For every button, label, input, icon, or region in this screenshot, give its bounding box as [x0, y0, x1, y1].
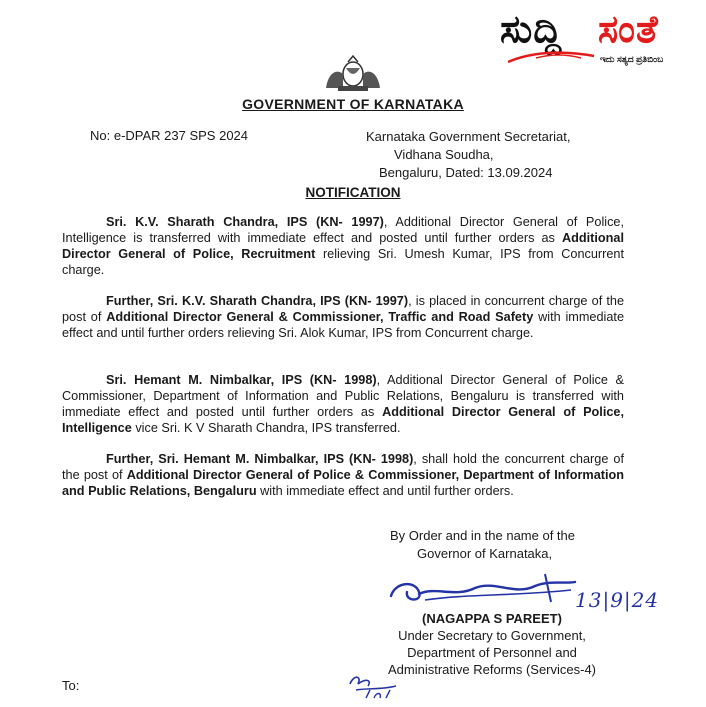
signer-line: Under Secretary to Government,	[398, 628, 586, 643]
to-label: To:	[62, 678, 80, 693]
paragraph-bold-lead: Further, Sri. Hemant M. Nimbalkar, IPS (KN- 1998)	[106, 452, 414, 466]
brand-tagline: ಇದು ಸತ್ಯದ ಪ್ರತಿಬಿಂಬ	[600, 54, 664, 64]
notification-paragraph	[62, 451, 624, 499]
state-emblem-icon	[318, 54, 388, 99]
paragraph-text: , Additional Director General of Police & Commissioner, Department of Information and Public Relations, Bengaluru is transferred with immediate effect and posted until further orders as	[62, 373, 624, 419]
paragraph-bold-lead: Sri. Hemant M. Nimbalkar, IPS (KN- 1998)	[106, 373, 377, 387]
government-title: GOVERNMENT OF KARNATAKA	[242, 96, 464, 112]
signer-block	[367, 610, 617, 678]
paragraph-text: , is placed in concurrent charge of the post of	[62, 294, 624, 324]
signer-line: Department of Personnel and	[407, 645, 577, 660]
paragraph-text: vice Sri. K V Sharath Chandra, IPS transferred.	[131, 421, 401, 435]
address-line: Bengaluru, Dated: 13.09.2024	[379, 165, 553, 180]
paragraph-bold-lead: Further, Sri. K.V. Sharath Chandra, IPS (KN- 1997)	[106, 294, 409, 308]
order-line: Governor of Karnataka,	[417, 546, 553, 561]
paragraph-bold-post: Additional Director General of Police, Recruitment	[62, 231, 624, 261]
paragraph-text: , Additional Director General of Police, Intelligence is transferred with immediate effect and posted until further orders as	[62, 215, 625, 245]
address-line: Vidhana Soudha,	[394, 147, 494, 162]
handwritten-initials	[346, 672, 406, 707]
notification-paragraph	[62, 293, 624, 341]
brand-logo	[500, 4, 700, 74]
order-statement	[390, 527, 575, 563]
signature-date: 13|9|24	[575, 588, 660, 612]
address-line: Karnataka Government Secretariat,	[366, 129, 571, 144]
notification-paragraph	[62, 372, 624, 436]
paragraph-text: with immediate effect and until further orders.	[256, 484, 514, 498]
notification-title: NOTIFICATION	[305, 185, 401, 200]
paragraph-bold-post: Additional Director General of Police, Intelligence	[62, 405, 624, 435]
paragraph-bold-post: Additional Director General & Commissioner, Traffic and Road Safety	[106, 310, 534, 324]
swoosh-icon	[506, 50, 596, 64]
signer-name: (NAGAPPA S PAREET)	[422, 611, 562, 626]
paragraph-text: , shall hold the concurrent charge of the post of	[62, 452, 624, 482]
reference-number: No: e-DPAR 237 SPS 2024	[90, 128, 249, 143]
brand-name-part2: ಸಂತೆ	[598, 7, 659, 51]
paragraph-text: with immediate effect and until further orders relieving Sri. Alok Kumar, IPS from Concurrent charge.	[62, 310, 624, 340]
paragraph-bold-lead: Sri. K.V. Sharath Chandra, IPS (KN- 1997)	[106, 215, 384, 229]
order-line: By Order and in the name of the	[390, 528, 575, 543]
brand-name-part1: ಸುದ್ದಿ	[500, 7, 563, 51]
paragraph-text: relieving Sri. Umesh Kumar, IPS from Concurrent charge.	[62, 247, 624, 277]
address-block	[366, 128, 571, 182]
signer-line: Administrative Reforms (Services-4)	[387, 662, 597, 677]
notification-paragraph	[62, 214, 624, 278]
paragraph-bold-post: Additional Director General of Police & Commissioner, Department of Information and Public Relations, Bengaluru	[62, 468, 624, 498]
